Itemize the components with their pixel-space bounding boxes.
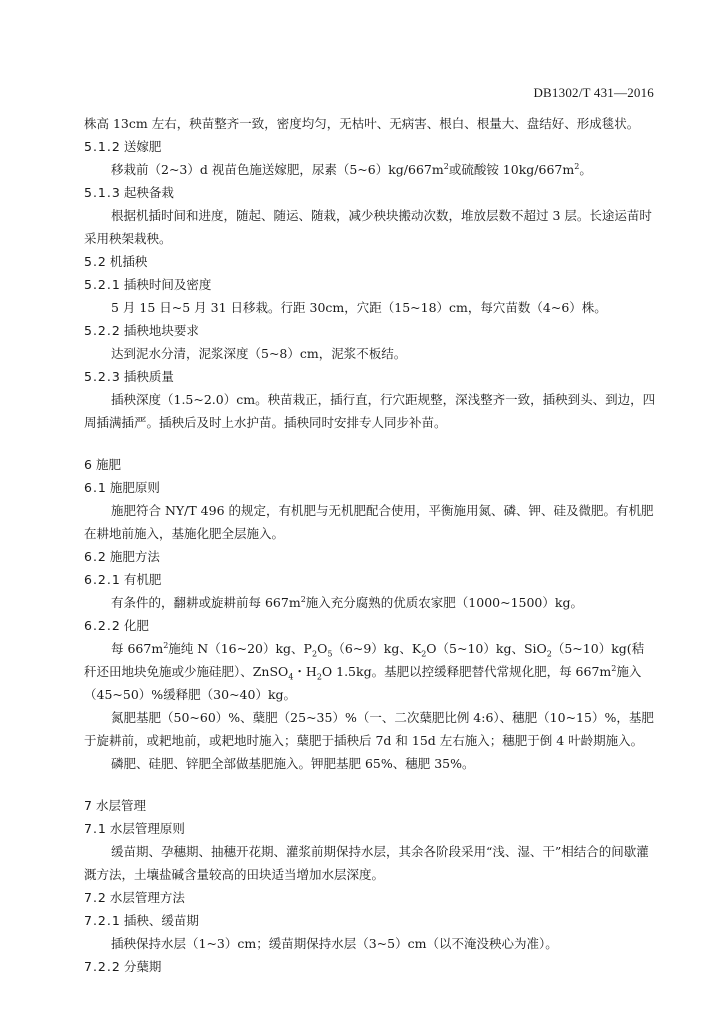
section-title: 施肥方法 [109, 549, 160, 564]
paragraph: 氮肥基肥（50~60）%、蘖肥（25~35）%（一、二次蘖肥比例 4:6）、穗肥（10~15）%，基肥于旋耕前，或耙地前，或耙地时施入；蘖肥于插秧后 7d 和 15d 左右施入；穗肥于倒 4 叶龄期施入。 [84, 710, 654, 748]
paragraph: 磷肥、硅肥、锌肥全部做基肥施入。钾肥基肥 65%、穗肥 35%。 [111, 756, 475, 771]
paragraph: 移栽前（2~3）d 视苗色施送嫁肥，尿素$(5\sim 6)kg/667m^2$或硫酸铵 $10kg/667m^2$。 [111, 161, 592, 177]
section-title: 插秧、缓苗期 [123, 913, 199, 928]
section-number: 6.2.2 [84, 618, 121, 633]
section-title: 插秧时间及密度 [123, 277, 212, 292]
section-number: 7.2.2 [84, 959, 121, 974]
paragraph: 达到泥水分清，泥浆深度（5~8）cm，泥浆不板结。 [111, 346, 407, 361]
section-heading [84, 365, 656, 388]
section-heading [84, 794, 656, 817]
section-number: 7.1 [84, 821, 107, 836]
section-heading [84, 909, 656, 932]
section-heading [84, 955, 656, 978]
paragraph: 有条件的，翻耕或旋耕前每 $667m^2$施入充分腐熟的优质农家肥（1000~1500）kg。 [111, 594, 583, 610]
section-gap [84, 434, 656, 453]
section-number: 7 [84, 798, 93, 813]
section-number: 5.2 [84, 254, 107, 269]
section-title: 机插秧 [109, 254, 148, 269]
section-number: 5.2.2 [84, 323, 121, 338]
section-title: 起秧备栽 [123, 185, 174, 200]
paragraph: 施肥符合 NY/T 496 的规定，有机肥与无机肥配合使用，平衡施用氮、磷、钾、硅及微肥。有机肥在耕地前施入，基施化肥全层施入。 [84, 503, 654, 541]
section-number: 7.2.1 [84, 913, 121, 928]
section-title: 有机肥 [123, 572, 162, 587]
section-number: 5.1.3 [84, 185, 121, 200]
section-heading [84, 181, 656, 204]
section-number: 7.2 [84, 890, 107, 905]
section-heading [84, 476, 656, 499]
section-title: 水层管理方法 [109, 890, 185, 905]
section-number: 6.1 [84, 480, 107, 495]
section-number: 6 [84, 457, 93, 472]
paragraph: 5 月 15 日~5 月 31 日移栽。行距 30cm，穴距（15~18）cm，每穴苗数（4~6）株。 [111, 300, 607, 315]
section-title: 插秧质量 [123, 369, 174, 384]
section-heading [84, 250, 656, 273]
document-body [84, 112, 656, 978]
section-heading [84, 135, 656, 158]
section-heading [84, 568, 656, 591]
section-number: 5.2.1 [84, 277, 121, 292]
section-title: 水层管理 [95, 798, 146, 813]
paragraph: 每 $667m^2$施纯 N（16~20）kg、$P_2O_5(6\sim 9)kg$、$K_2O(5\sim 10)kg$、SiO$_2$（5~10）kg(秸秆还田地块免施或少施硅肥）、ZnSO$_4$・$H_2O$ 1.5kg。基肥以控缓释肥替代常规化肥，每 $667m^2$施入（45~50）%缓释肥（30~40）kg。 [84, 640, 645, 702]
section-heading [84, 614, 656, 637]
section-title: 施肥 [95, 457, 121, 472]
section-title: 送嫁肥 [123, 139, 162, 154]
section-heading [84, 453, 656, 476]
section-heading [84, 319, 656, 342]
standard-code: DB1302/T 431—2016 [533, 85, 654, 100]
paragraph: 插秧深度（1.5~2.0）cm。秧苗栽正，插行直，行穴距规整，深浅整齐一致，插秧到头、到边，四周插满插严。插秧后及时上水护苗。插秧同时安排专人同步补苗。 [84, 392, 656, 430]
paragraph: 插秧保持水层（1~3）cm；缓苗期保持水层（3~5）cm（以不淹没秧心为准）。 [111, 936, 558, 951]
section-number: 6.2.1 [84, 572, 121, 587]
section-gap [84, 775, 656, 794]
section-number: 6.2 [84, 549, 107, 564]
paragraph: 根据机插时间和进度，随起、随运、随栽，减少秧块搬动次数，堆放层数不超过 3 层。长途运苗时采用秧架栽秧。 [84, 208, 652, 246]
section-title: 水层管理原则 [109, 821, 185, 836]
section-title: 插秧地块要求 [123, 323, 199, 338]
section-heading [84, 817, 656, 840]
section-heading [84, 545, 656, 568]
paragraph: 株高 13cm 左右，秧苗整齐一致，密度均匀，无枯叶、无病害、根白、根量大、盘结好、形成毯状。 [84, 116, 640, 131]
section-title: 化肥 [123, 618, 149, 633]
section-heading [84, 273, 656, 296]
section-title: 分蘖期 [123, 959, 162, 974]
paragraph: 缓苗期、孕穗期、抽穗开花期、灌浆前期保持水层，其余各阶段采用“浅、湿、干”相结合的间歇灌溉方法，土壤盐碱含量较高的田块适当增加水层深度。 [84, 844, 649, 882]
section-heading [84, 886, 656, 909]
section-title: 施肥原则 [109, 480, 160, 495]
section-number: 5.2.3 [84, 369, 121, 384]
section-number: 5.1.2 [84, 139, 121, 154]
